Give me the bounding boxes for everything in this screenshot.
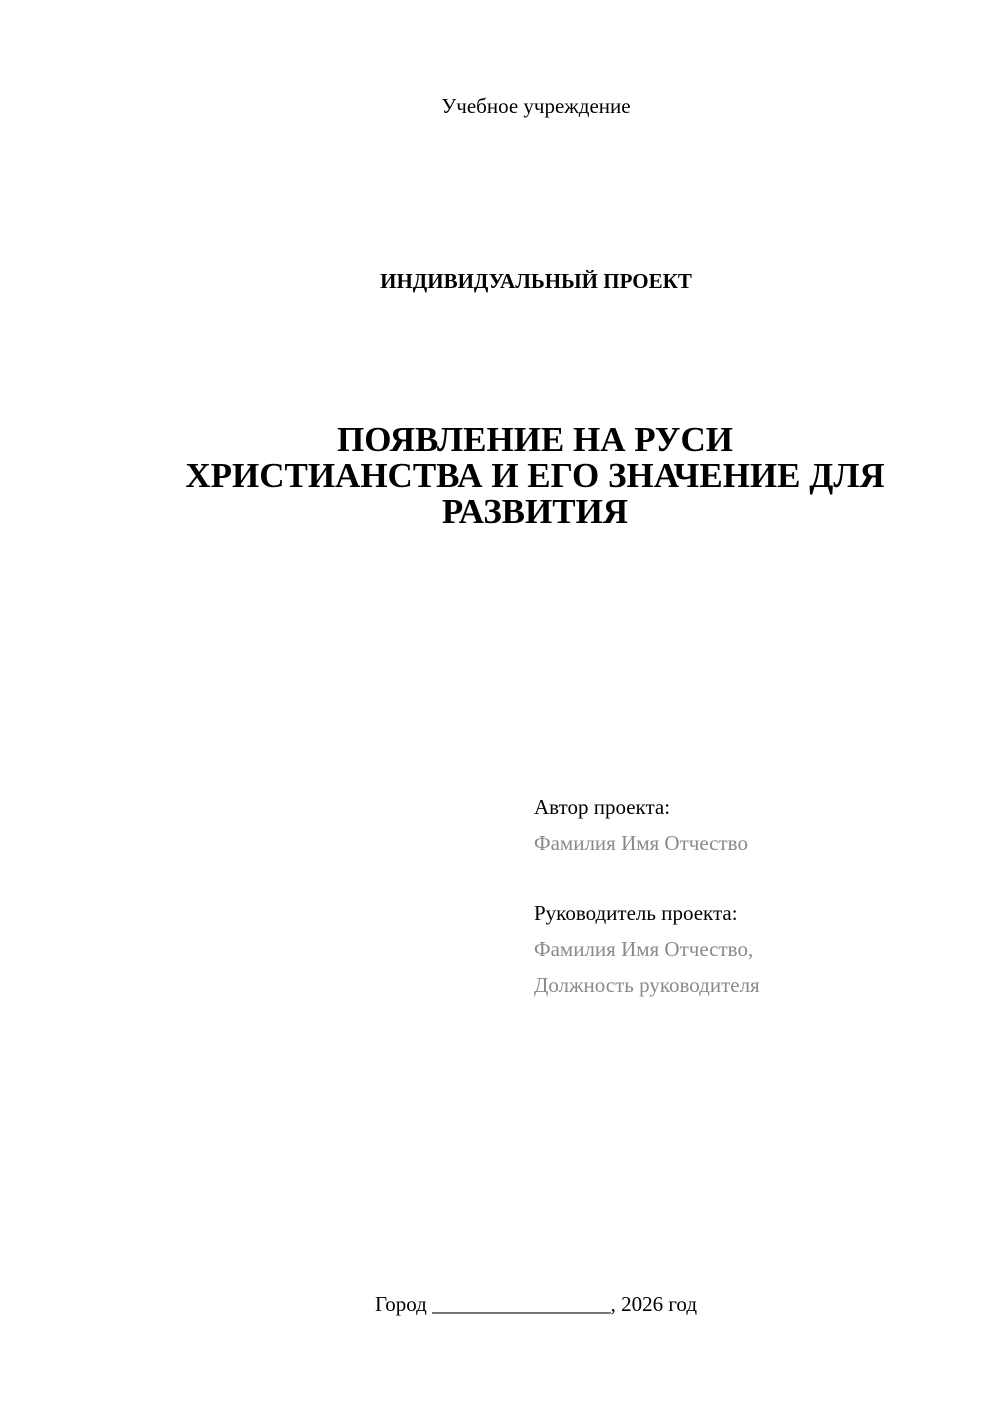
- credits-block: [534, 789, 974, 1003]
- project-title-line: ХРИСТИАНСТВА И ЕГО ЗНАЧЕНИЕ ДЛЯ: [185, 456, 885, 495]
- author-label: Автор проекта:: [534, 795, 671, 819]
- project-title-line: РАЗВИТИЯ: [441, 492, 629, 531]
- institution-name: Учебное учреждение: [441, 94, 631, 118]
- city-year-line: Город _________________, 2026 год: [374, 1292, 698, 1316]
- project-title: [120, 422, 950, 530]
- project-title-line: ПОЯВЛЕНИЕ НА РУСИ: [337, 420, 733, 459]
- supervisor-label: Руководитель проекта:: [534, 901, 738, 925]
- supervisor-position: Должность руководителя: [534, 973, 760, 997]
- author-name: Фамилия Имя Отчество: [534, 831, 748, 855]
- project-type-heading: ИНДИВИДУАЛЬНЫЙ ПРОЕКТ: [380, 269, 692, 293]
- credits-spacer: [534, 861, 974, 895]
- supervisor-name: Фамилия Имя Отчество,: [534, 937, 754, 961]
